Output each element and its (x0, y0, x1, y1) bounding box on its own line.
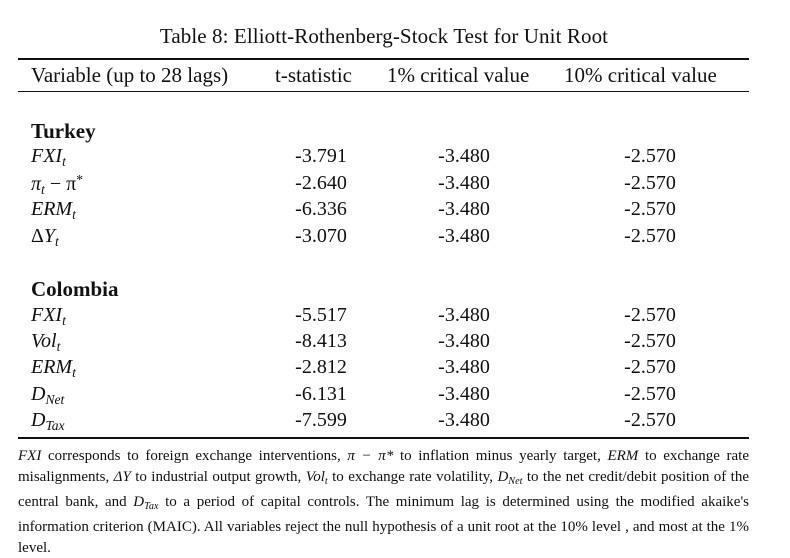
group-title-colombia: Colombia (31, 277, 119, 301)
cv10-cell: -2.570 (624, 356, 676, 378)
variable-cell: $D_{Net}$ (31, 383, 65, 407)
cv10-cell: -2.570 (624, 304, 676, 326)
cv1-cell: -3.480 (438, 383, 490, 405)
cv1-cell: -3.480 (438, 225, 490, 247)
top-rule (18, 58, 749, 60)
header-rule (18, 91, 749, 92)
variable-cell: $\Delta Y_t$ (31, 225, 59, 249)
tstat-cell: -5.517 (295, 304, 347, 326)
group-title-turkey: Turkey (31, 119, 96, 143)
cv1-cell: -3.480 (438, 304, 490, 326)
cv10-cell: -2.570 (624, 172, 676, 194)
cv10-cell: -2.570 (624, 198, 676, 220)
header-variable: Variable (up to 28 lags) (31, 63, 229, 87)
tstat-cell: -6.131 (295, 383, 347, 405)
variable-cell: $ERM_t$ (31, 198, 76, 222)
table-caption: Table 8: Elliott-Rothenberg-Stock Test for Unit Root (159, 24, 609, 48)
table-row (0, 198, 790, 224)
cv10-cell: -2.570 (624, 383, 676, 405)
table-row (0, 145, 790, 171)
tstat-cell: -3.791 (295, 145, 347, 167)
cv1-cell: -3.480 (438, 145, 490, 167)
tstat-cell: -6.336 (295, 198, 347, 220)
tstat-cell: -7.599 (295, 409, 347, 431)
variable-cell: $D_{Tax}$ (31, 409, 65, 433)
tstat-cell: -2.640 (295, 172, 347, 194)
tstat-cell: -2.812 (295, 356, 347, 378)
cv1-cell: -3.480 (438, 330, 490, 352)
variable-cell: $\pi_t - \pi^*$ (31, 172, 83, 197)
tstat-cell: -3.070 (295, 225, 347, 247)
cv1-cell: -3.480 (438, 356, 490, 378)
bottom-rule (18, 437, 749, 439)
variable-cell: $FXI_t$ (31, 145, 66, 169)
header-cv10: 10% critical value (564, 63, 717, 87)
variable-cell: $ERM_t$ (31, 356, 76, 380)
table-row (0, 172, 790, 198)
table-row (0, 409, 790, 435)
table-row (0, 225, 790, 251)
tstat-cell: -8.413 (295, 330, 347, 352)
cv10-cell: -2.570 (624, 225, 676, 247)
variable-cell: $FXI_t$ (31, 304, 66, 328)
cv1-cell: -3.480 (438, 172, 490, 194)
table-row (0, 330, 790, 356)
table-row (0, 383, 790, 409)
cv1-cell: -3.480 (438, 198, 490, 220)
variable-cell: Vol$_t$ (31, 330, 61, 354)
cv10-cell: -2.570 (624, 330, 676, 352)
cv1-cell: -3.480 (438, 409, 490, 431)
cv10-cell: -2.570 (624, 409, 676, 431)
table-note: FXI corresponds to foreign exchange interventions, π − π* to inflation minus yearly target, ERM to exchange rate misalignments, ΔY to industrial output growth, Vol$_t$ to exchange rate volatility, $D_{Net}$ to the net credit/debit position of the central bank, and $D_{Tax}$ to a period of capital controls. The minimum lag is determined using the modified akaike's information criterion (MAIC). All variables reject the null hypothesis of a unit root at the 10% level , and most at the 1% level. (18, 448, 750, 556)
table-row (0, 356, 790, 382)
header-cv1: 1% critical value (387, 63, 530, 87)
cv10-cell: -2.570 (624, 145, 676, 167)
table-row (0, 304, 790, 330)
header-tstat: t-statistic (275, 63, 352, 87)
